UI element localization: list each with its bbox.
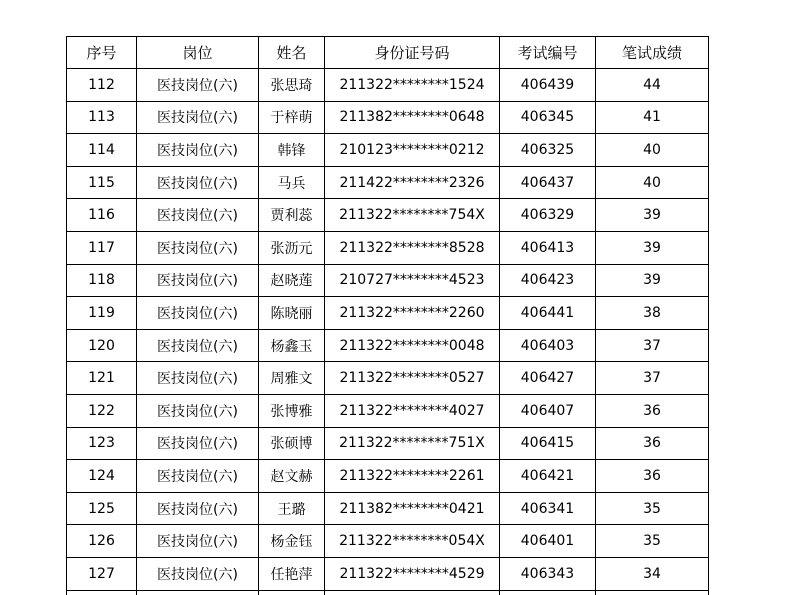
table-row xyxy=(67,557,709,590)
cell-seq: 116 xyxy=(67,199,137,232)
cell-post: 医技岗位(六) xyxy=(137,166,259,199)
cell-post: 医技岗位(六) xyxy=(137,231,259,264)
table-row xyxy=(67,264,709,297)
cell-name: 张沥元 xyxy=(259,231,325,264)
cell-seq: 115 xyxy=(67,166,137,199)
cell-post xyxy=(137,590,259,595)
cell-id: 211382********0421 xyxy=(325,492,500,525)
table-row xyxy=(67,166,709,199)
cell-exam-no: 406437 xyxy=(500,166,596,199)
cell-exam-no: 406427 xyxy=(500,362,596,395)
cell-post: 医技岗位(六) xyxy=(137,394,259,427)
cell-seq: 119 xyxy=(67,297,137,330)
cell-score: 35 xyxy=(596,492,709,525)
cell-id: 211322********1524 xyxy=(325,69,500,102)
cell-post: 医技岗位(六) xyxy=(137,427,259,460)
cell-post: 医技岗位(六) xyxy=(137,101,259,134)
cell-post: 医技岗位(六) xyxy=(137,69,259,102)
cell-exam-no: 406403 xyxy=(500,329,596,362)
cell-exam-no: 406341 xyxy=(500,492,596,525)
header-name: 姓名 xyxy=(259,37,325,69)
cell-seq xyxy=(67,590,137,595)
cell-seq: 118 xyxy=(67,264,137,297)
header-id: 身份证号码 xyxy=(325,37,500,69)
cell-post: 医技岗位(六) xyxy=(137,297,259,330)
table-row xyxy=(67,394,709,427)
cell-id: 211322********8528 xyxy=(325,231,500,264)
cell-seq: 114 xyxy=(67,134,137,167)
cell-score: 35 xyxy=(596,525,709,558)
cell-score: 40 xyxy=(596,134,709,167)
cell-score: 39 xyxy=(596,231,709,264)
cell-id: 211322********2260 xyxy=(325,297,500,330)
header-score: 笔试成绩 xyxy=(596,37,709,69)
cell-name: 周雅文 xyxy=(259,362,325,395)
cell-name: 赵晓莲 xyxy=(259,264,325,297)
cell-score: 36 xyxy=(596,460,709,493)
cell-post: 医技岗位(六) xyxy=(137,264,259,297)
cell-seq: 112 xyxy=(67,69,137,102)
cell-post: 医技岗位(六) xyxy=(137,492,259,525)
cell-score: 34 xyxy=(596,557,709,590)
score-table xyxy=(66,36,709,595)
cell-score: 40 xyxy=(596,166,709,199)
cell-name: 贾利蕊 xyxy=(259,199,325,232)
table-row xyxy=(67,101,709,134)
cell-id: 211322********4529 xyxy=(325,557,500,590)
cell-exam-no: 406329 xyxy=(500,199,596,232)
cell-id: 211322********2261 xyxy=(325,460,500,493)
table-row xyxy=(67,427,709,460)
cell-exam-no: 406345 xyxy=(500,101,596,134)
table-body xyxy=(67,69,709,595)
cell-exam-no: 406423 xyxy=(500,264,596,297)
table-row xyxy=(67,69,709,102)
cell-post: 医技岗位(六) xyxy=(137,329,259,362)
header-row xyxy=(67,37,709,69)
table-row xyxy=(67,231,709,264)
cell-seq: 122 xyxy=(67,394,137,427)
cell-score: 37 xyxy=(596,329,709,362)
header-seq: 序号 xyxy=(67,37,137,69)
cell-id: 211322********4027 xyxy=(325,394,500,427)
cell-name: 赵文赫 xyxy=(259,460,325,493)
cell-post: 医技岗位(六) xyxy=(137,362,259,395)
cell-seq: 127 xyxy=(67,557,137,590)
cell-name xyxy=(259,590,325,595)
cell-seq: 117 xyxy=(67,231,137,264)
cell-name: 张博雅 xyxy=(259,394,325,427)
cell-id: 211422********2326 xyxy=(325,166,500,199)
cell-name: 韩锋 xyxy=(259,134,325,167)
cell-seq: 124 xyxy=(67,460,137,493)
table-row xyxy=(67,460,709,493)
cell-post: 医技岗位(六) xyxy=(137,134,259,167)
cell-score: 37 xyxy=(596,362,709,395)
table-row xyxy=(67,492,709,525)
cell-score: 41 xyxy=(596,101,709,134)
cell-exam-no: 406421 xyxy=(500,460,596,493)
cell-seq: 123 xyxy=(67,427,137,460)
cell-exam-no xyxy=(500,590,596,595)
cell-score: 38 xyxy=(596,297,709,330)
cell-post: 医技岗位(六) xyxy=(137,557,259,590)
cell-exam-no: 406441 xyxy=(500,297,596,330)
cell-exam-no: 406413 xyxy=(500,231,596,264)
cell-name: 陈晓丽 xyxy=(259,297,325,330)
cell-post: 医技岗位(六) xyxy=(137,199,259,232)
cell-id: 210123********0212 xyxy=(325,134,500,167)
cell-name: 张思琦 xyxy=(259,69,325,102)
cell-exam-no: 406343 xyxy=(500,557,596,590)
table-row xyxy=(67,590,709,595)
cell-id: 211322********0048 xyxy=(325,329,500,362)
cell-id: 211322********054X xyxy=(325,525,500,558)
cell-seq: 120 xyxy=(67,329,137,362)
cell-exam-no: 406407 xyxy=(500,394,596,427)
cell-id: 211322********0527 xyxy=(325,362,500,395)
cell-score: 39 xyxy=(596,199,709,232)
cell-name: 王璐 xyxy=(259,492,325,525)
cell-id: 210727********4523 xyxy=(325,264,500,297)
cell-id: 211322********754X xyxy=(325,199,500,232)
table-row xyxy=(67,329,709,362)
cell-name: 于梓萌 xyxy=(259,101,325,134)
cell-score xyxy=(596,590,709,595)
table-row xyxy=(67,134,709,167)
cell-exam-no: 406401 xyxy=(500,525,596,558)
table-row xyxy=(67,199,709,232)
cell-exam-no: 406325 xyxy=(500,134,596,167)
cell-id: 211322********751X xyxy=(325,427,500,460)
cell-name: 杨鑫玉 xyxy=(259,329,325,362)
header-exam-no: 考试编号 xyxy=(500,37,596,69)
cell-seq: 121 xyxy=(67,362,137,395)
cell-exam-no: 406439 xyxy=(500,69,596,102)
table-row xyxy=(67,525,709,558)
cell-name: 马兵 xyxy=(259,166,325,199)
cell-name: 杨金钰 xyxy=(259,525,325,558)
cell-seq: 126 xyxy=(67,525,137,558)
cell-seq: 113 xyxy=(67,101,137,134)
cell-score: 36 xyxy=(596,394,709,427)
table-row xyxy=(67,362,709,395)
cell-post: 医技岗位(六) xyxy=(137,525,259,558)
cell-seq: 125 xyxy=(67,492,137,525)
cell-id xyxy=(325,590,500,595)
header-post: 岗位 xyxy=(137,37,259,69)
cell-score: 39 xyxy=(596,264,709,297)
cell-name: 张硕博 xyxy=(259,427,325,460)
cell-score: 36 xyxy=(596,427,709,460)
cell-id: 211382********0648 xyxy=(325,101,500,134)
cell-exam-no: 406415 xyxy=(500,427,596,460)
cell-name: 任艳萍 xyxy=(259,557,325,590)
table-row xyxy=(67,297,709,330)
cell-post: 医技岗位(六) xyxy=(137,460,259,493)
cell-score: 44 xyxy=(596,69,709,102)
